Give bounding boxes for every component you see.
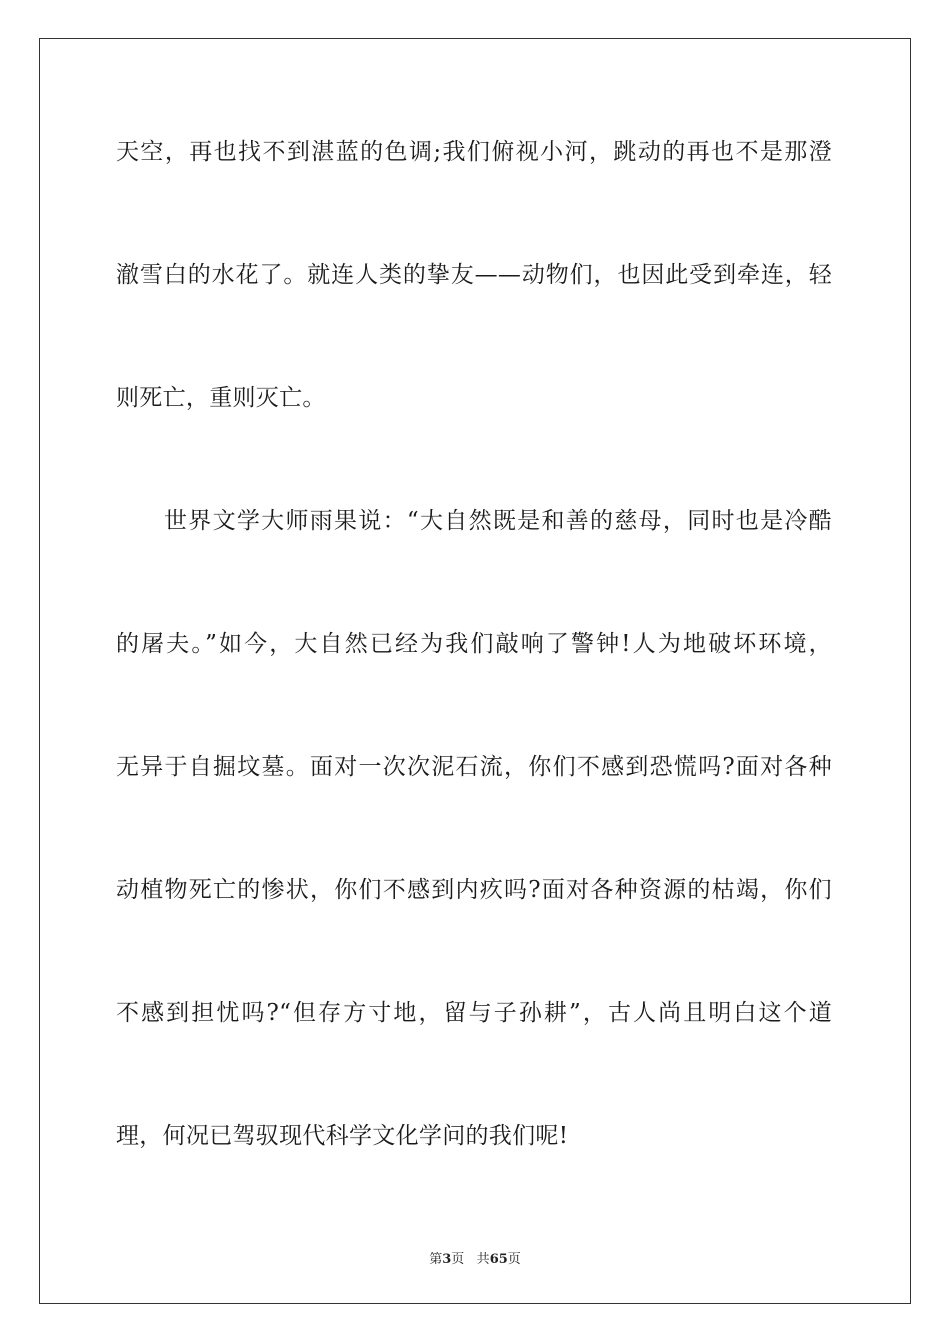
- page-suffix: 页: [451, 1252, 465, 1267]
- text-line-4: 世界文学大师雨果说：“大自然既是和善的慈母，同时也是冷酷: [164, 508, 832, 534]
- text-line-9: 理，何况已驾驭现代科学文化学问的我们呢!: [116, 1123, 569, 1149]
- text-line-1: 天空，再也找不到湛蓝的色调;我们俯视小河，跳动的再也不是那澄: [116, 139, 832, 165]
- text-line-6: 无异于自掘坟墓。面对一次次泥石流，你们不感到恐慌吗?面对各种: [116, 754, 832, 780]
- page-footer: [0, 1248, 950, 1267]
- text-line-2: 澈雪白的水花了。就连人类的挚友——动物们，也因此受到牵连，轻: [116, 262, 832, 288]
- page-prefix: 第: [429, 1252, 443, 1267]
- page-current: 3: [442, 1252, 452, 1267]
- total-prefix: 共: [476, 1252, 490, 1267]
- text-line-3: 则死亡，重则灭亡。: [116, 385, 326, 411]
- page-total: 65: [489, 1252, 508, 1267]
- text-line-7: 动植物死亡的惨状，你们不感到内疚吗?面对各种资源的枯竭，你们: [116, 877, 832, 903]
- text-line-5: 的屠夫。”如今，大自然已经为我们敲响了警钟!人为地破坏环境，: [116, 631, 832, 657]
- page-border: [39, 38, 911, 1304]
- text-line-8: 不感到担忧吗?“但存方寸地，留与子孙耕”，古人尚且明白这个道: [116, 1000, 832, 1026]
- total-suffix: 页: [507, 1252, 521, 1267]
